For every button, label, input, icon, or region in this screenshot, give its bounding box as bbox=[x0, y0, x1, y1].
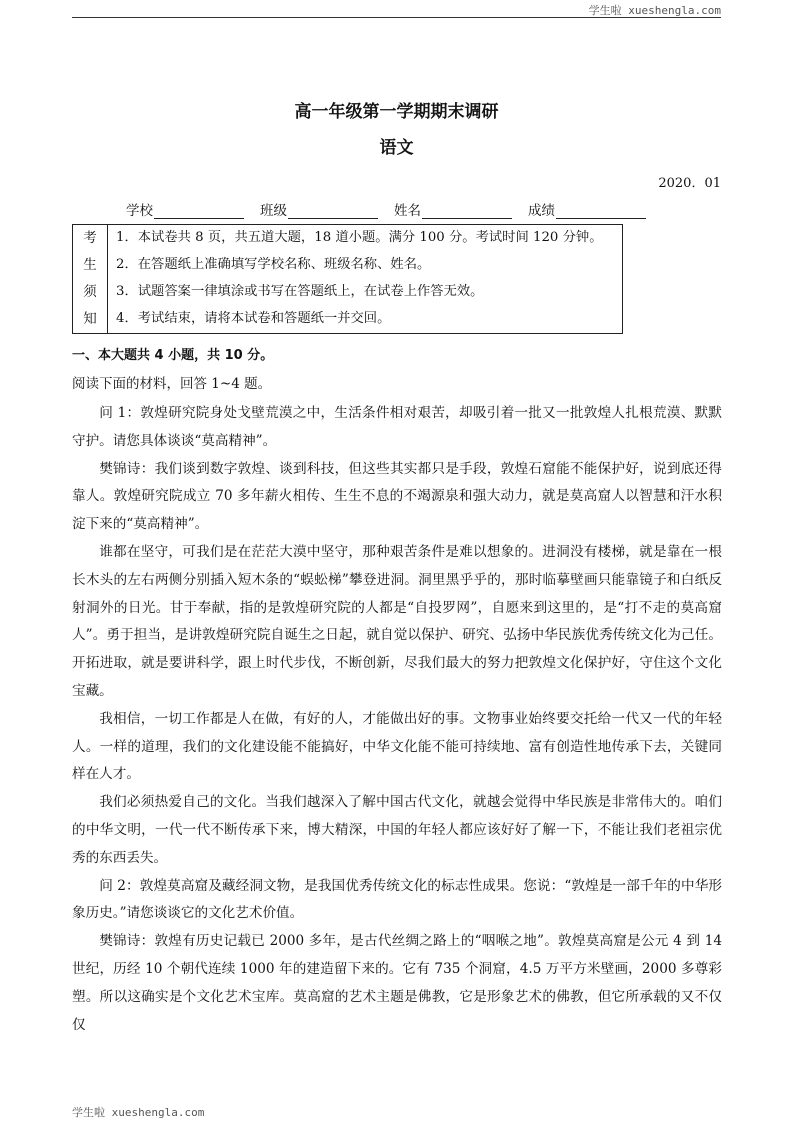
score-blank[interactable] bbox=[556, 205, 646, 219]
notice-side-char: 考 bbox=[83, 230, 97, 246]
passage-paragraph: 我们必须热爱自己的文化。当我们越深入了解中国古代文化，就越会觉得中华民族是非常伟大的。咱们的中华文明，一代一代不断传承下来，博大精深，中国的年轻人都应该好好了解一下，不能让我们老祖宗优秀的东西丢失。 bbox=[72, 794, 722, 866]
score-field bbox=[528, 199, 646, 219]
class-field bbox=[260, 199, 378, 219]
name-label: 姓名 bbox=[394, 203, 421, 219]
header-site: 学生啦 xueshengla.com bbox=[588, 4, 721, 17]
exam-title: 高一年级第一学期期末调研 bbox=[294, 102, 499, 122]
school-label: 学校 bbox=[126, 203, 153, 219]
class-blank[interactable] bbox=[288, 205, 378, 219]
notice-side-char: 知 bbox=[83, 311, 97, 327]
exam-notice-box bbox=[72, 224, 623, 334]
notice-items bbox=[108, 225, 622, 333]
section-instruction: 阅读下面的材料，回答 1~4 题。 bbox=[72, 376, 272, 392]
notice-item: 1．本试卷共 8 页，共五道大题，18 道小题。满分 100 分。考试时间 120 分钟。 bbox=[116, 230, 603, 245]
passage-paragraph: 我相信，一切工作都是人在做，有好的人，才能做出好的事。文物事业始终要交托给一代又一代的年轻人。一样的道理，我们的文化建设能不能搞好，中华文化能不能可持续地、富有创造性地传承下去，关键同样在人才。 bbox=[72, 710, 722, 783]
section-heading: 一、本大题共 4 小题，共 10 分。 bbox=[72, 348, 274, 363]
school-field bbox=[126, 199, 244, 219]
passage-paragraph: 问 2：敦煌莫高窟及藏经洞文物，是我国优秀传统文化的标志性成果。您说：“敦煌是一部千年的中华形象历史。”请您谈谈它的文化艺术价值。 bbox=[72, 877, 722, 922]
notice-item: 2．在答题纸上准确填写学校名称、班级名称、姓名。 bbox=[116, 257, 431, 272]
notice-item: 4．考试结束，请将本试卷和答题纸一并交回。 bbox=[116, 311, 391, 326]
name-field bbox=[394, 199, 512, 219]
notice-item: 3．试题答案一律填涂或书写在答题纸上，在试卷上作答无效。 bbox=[116, 284, 484, 299]
passage-paragraph: 谁都在坚守，可我们是在茫茫大漠中坚守，那种艰苦条件是难以想象的。进洞没有楼梯，就是靠在一根长木头的左右两侧分别插入短木条的“蜈蚣梯”攀登进洞。洞里黑乎乎的，那时临摹壁画只能靠镜子和白纸反射洞外的日光。甘于奉献，指的是敦煌研究院的人都是“自投罗网”，自愿来到这里的，是“打不走的莫高窟人”。勇于担当，是讲敦煌研究院自诞生之日起，就自觉以保护、研究、弘扬中华民族优秀传统文化为己任。开拓进取，就是要讲科学，跟上时代步伐，不断创新，尽我们最大的努力把敦煌文化保护好，守住这个文化宝藏。 bbox=[72, 543, 722, 699]
header-divider bbox=[72, 17, 721, 18]
reading-passage bbox=[72, 400, 722, 1039]
exam-date: 2020．01 bbox=[658, 176, 721, 191]
passage-paragraph: 樊锦诗：敦煌有历史记载已 2000 多年，是古代丝绸之路上的“咽喉之地”。敦煌莫高窟是公元 4 到 14 世纪，历经 10 个朝代连续 1000 年的建造留下来的。它有 735 个洞窟，4.5 万平方米壁画，2000 多尊彩塑。所以这确实是个文化艺术宝库。莫高窟的艺术主题是佛教，它是形象艺术的佛教，但它所承载的又不仅仅 bbox=[72, 933, 722, 1033]
notice-side-char: 须 bbox=[83, 284, 97, 300]
name-blank[interactable] bbox=[422, 205, 512, 219]
footer-site: 学生啦 xueshengla.com bbox=[72, 1106, 205, 1119]
exam-subject: 语文 bbox=[379, 138, 414, 158]
notice-side-label bbox=[73, 225, 108, 333]
class-label: 班级 bbox=[260, 203, 287, 219]
score-label: 成绩 bbox=[528, 203, 555, 219]
passage-paragraph: 问 1：敦煌研究院身处戈壁荒漠之中，生活条件相对艰苦，却吸引着一批又一批敦煌人扎根荒漠、默默守护。请您具体谈谈“莫高精神”。 bbox=[72, 405, 722, 449]
school-blank[interactable] bbox=[154, 205, 244, 219]
notice-side-char: 生 bbox=[83, 257, 97, 273]
passage-paragraph: 樊锦诗：我们谈到数字敦煌、谈到科技，但这些其实都只是手段，敦煌石窟能不能保护好，说到底还得靠人。敦煌研究院成立 70 多年薪火相传、生生不息的不竭源泉和强大动力，就是莫高窟人以智慧和汗水积淀下来的“莫高精神”。 bbox=[72, 460, 722, 533]
student-info-fields bbox=[126, 199, 686, 219]
